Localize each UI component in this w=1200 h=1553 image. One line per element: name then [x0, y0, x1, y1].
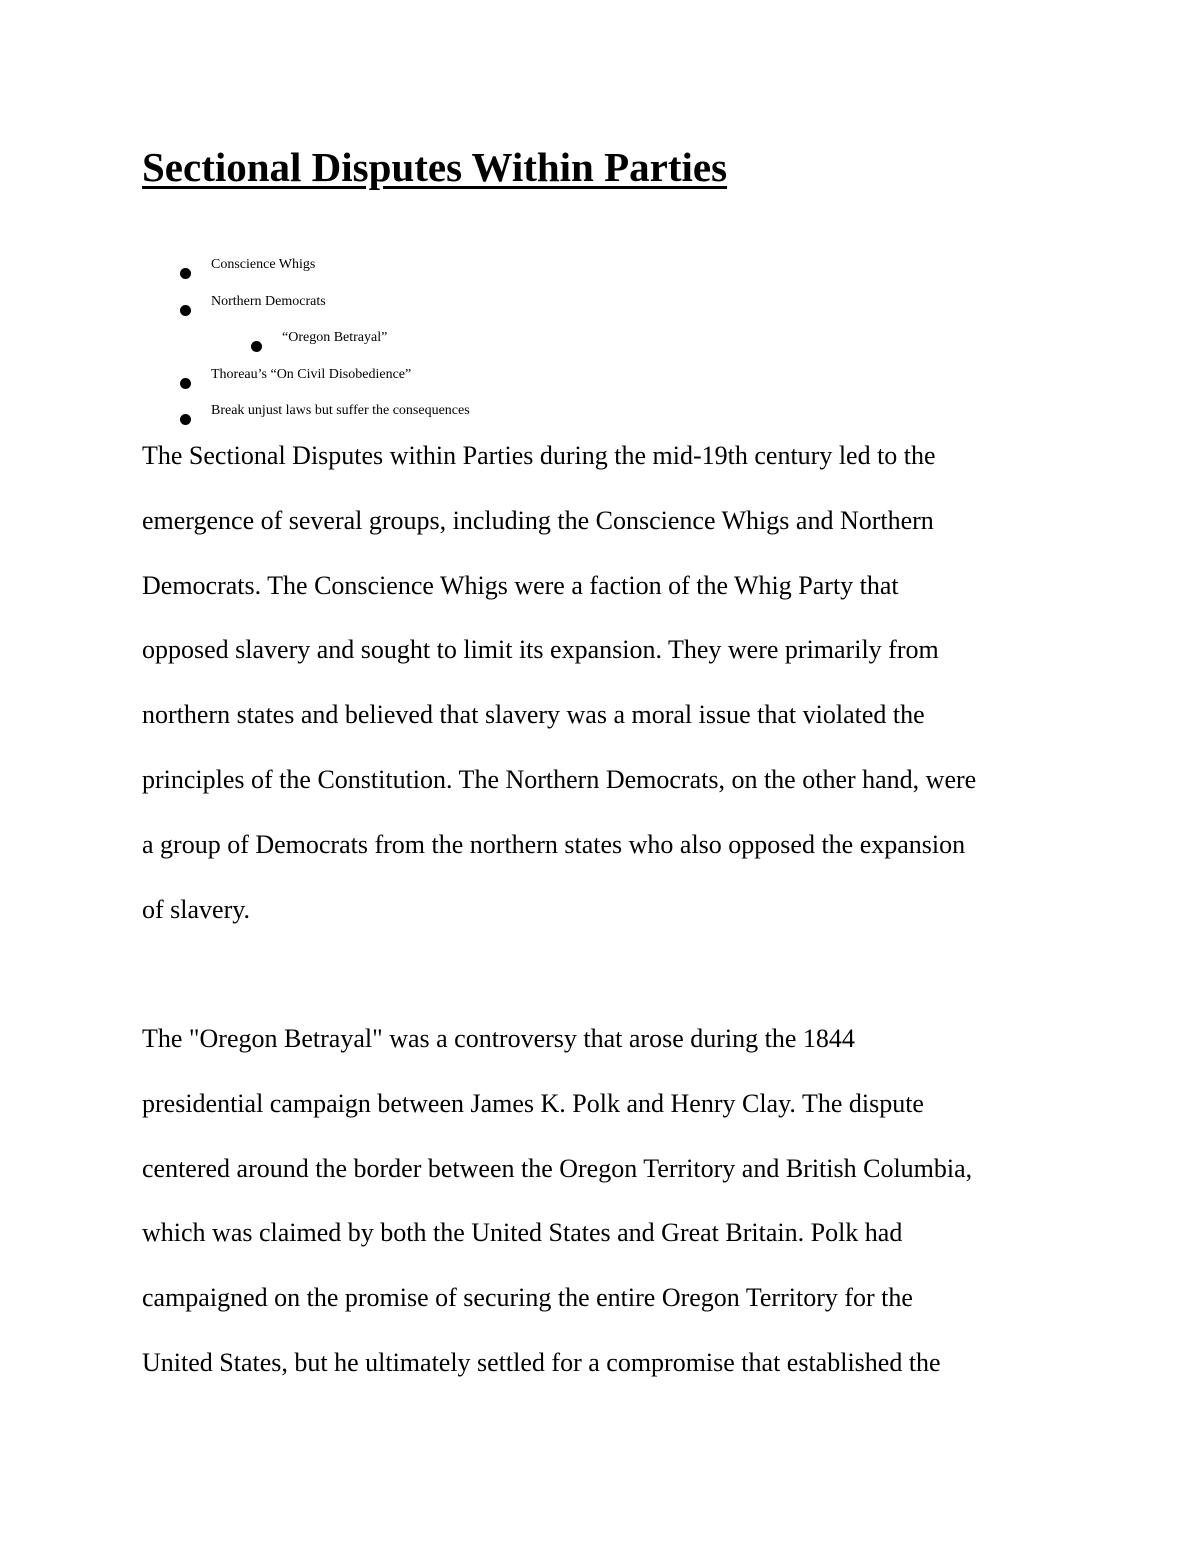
body-paragraph-1: [142, 424, 1072, 942]
bullet-dot-icon: [251, 341, 262, 352]
bullet-dot-icon: [180, 378, 191, 389]
bullet-text: Break unjust laws but suffer the consequences: [211, 403, 470, 418]
paragraph-line: The "Oregon Betrayal" was a controversy that arose during the 1844: [142, 1024, 855, 1053]
bullet-text: Conscience Whigs: [211, 257, 316, 272]
paragraph-line: centered around the border between the Oregon Territory and British Columbia,: [142, 1153, 973, 1183]
paragraph-line: opposed slavery and sought to limit its expansion. They were primarily from: [142, 635, 939, 665]
paragraph-line: emergence of several groups, including the Conscience Whigs and Northern: [142, 505, 934, 535]
page-title: Sectional Disputes Within Parties: [142, 144, 728, 190]
bullet-text: Thoreau’s “On Civil Disobedience”: [211, 366, 412, 382]
paragraph-line: United States, but he ultimately settled for a compromise that established the: [142, 1347, 941, 1377]
bullet-dot-icon: [180, 305, 191, 316]
paragraph-line: principles of the Constitution. The Northern Democrats, on the other hand, were: [142, 764, 977, 794]
paragraph-line: northern states and believed that slavery was a moral issue that violated the: [142, 700, 925, 730]
paragraph-line: which was claimed by both the United States and Great Britain. Polk had: [142, 1218, 903, 1248]
paragraph-line: of slavery.: [142, 894, 251, 924]
paragraph-line: presidential campaign between James K. Polk and Henry Clay. The dispute: [142, 1088, 924, 1118]
paragraph-line: Democrats. The Conscience Whigs were a faction of the Whig Party that: [142, 570, 899, 600]
bullet-text: “Oregon Betrayal”: [282, 330, 388, 345]
bullet-text: Northern Democrats: [211, 293, 326, 309]
paragraph-line: a group of Democrats from the northern states who also opposed the expansion: [142, 829, 966, 859]
paragraph-line: The Sectional Disputes within Parties during the mid-19th century led to the: [142, 441, 936, 470]
body-paragraph-2: [142, 1007, 1072, 1396]
paragraph-line: campaigned on the promise of securing the entire Oregon Territory for the: [142, 1283, 913, 1313]
bullet-dot-icon: [180, 268, 191, 279]
